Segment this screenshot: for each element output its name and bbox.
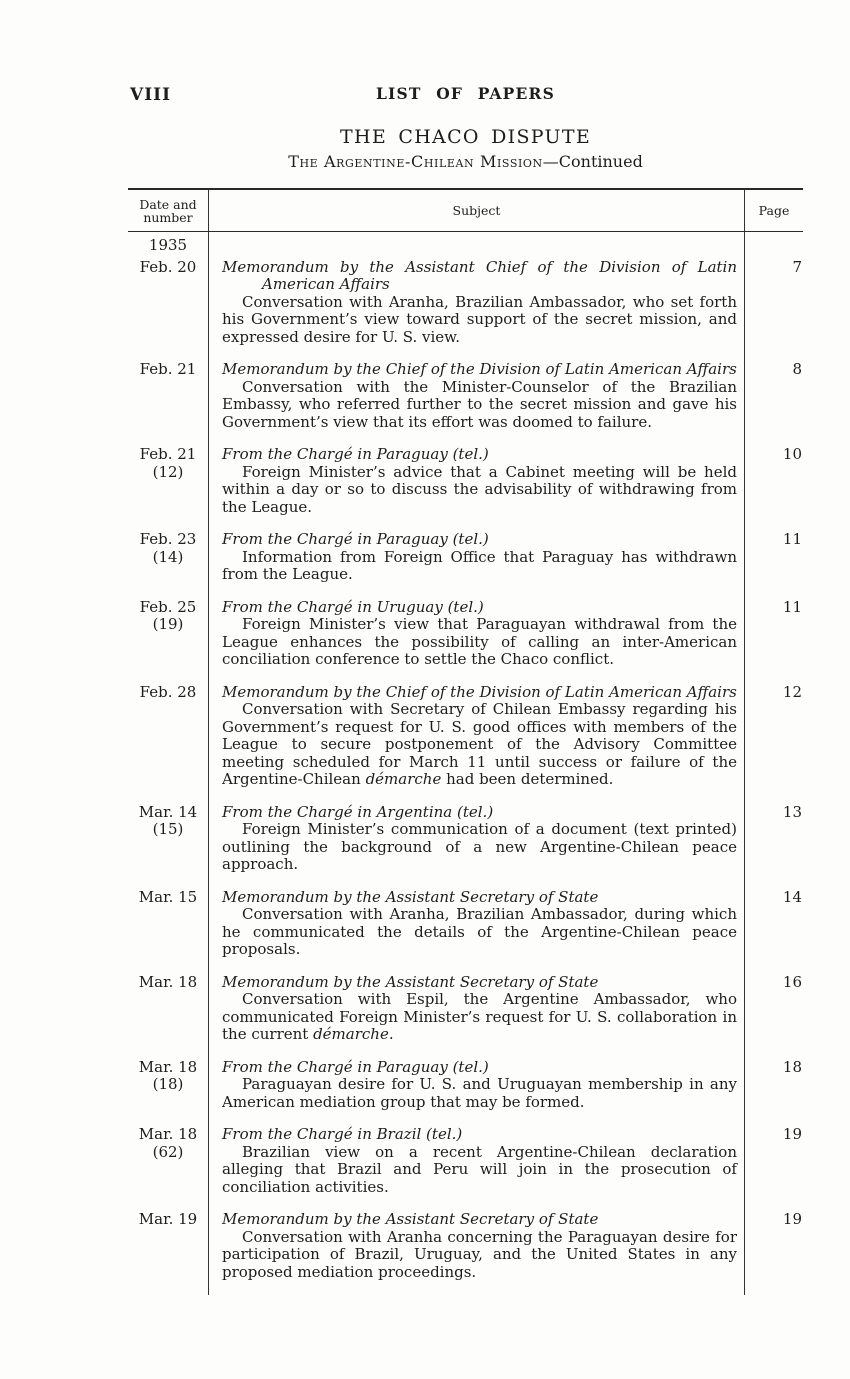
masthead (128, 84, 803, 104)
entry-description (222, 906, 737, 959)
entry-date: Mar. 19 (138, 1210, 198, 1228)
entry-title: From the Chargé in Brazil (tel.) (222, 1125, 463, 1143)
table-row (128, 357, 803, 442)
entry-subject-cell (208, 970, 745, 1055)
entry-title: Memorandum by the Assistant Secretary of State (222, 887, 599, 906)
entry-description (222, 1076, 737, 1111)
table-row (128, 1207, 803, 1295)
entry-date: Mar. 14 (138, 802, 198, 821)
entry-description (222, 379, 737, 432)
table-row (128, 680, 803, 800)
entry-subject-cell (208, 1207, 745, 1295)
entry-number: (12) (152, 462, 184, 481)
entry-title: Memorandum by the Assistant Chief of the Division of Latin American Affairs (222, 257, 737, 293)
entry-date-cell (128, 1207, 208, 1295)
table-row (128, 527, 803, 595)
description-text: Brazilian view on a recent Argentine-Chilean declaration alleging that Brazil and Peru will join in the prosecution of conciliation activities. (222, 1142, 737, 1196)
entry-description (222, 549, 737, 584)
table-row (128, 595, 803, 680)
subtitle-continued: —Continued (542, 152, 643, 171)
table-header-row (128, 190, 803, 232)
entry-page: 18 (782, 1057, 802, 1076)
table-row (128, 970, 803, 1055)
entry-page: 7 (792, 257, 802, 276)
table-row (128, 255, 803, 358)
table-row (128, 800, 803, 885)
entry-description (222, 1229, 737, 1282)
entry-page: 11 (782, 530, 802, 548)
entry-date: Feb. 20 (139, 257, 197, 276)
entry-description (222, 991, 737, 1044)
entry-subject-cell (208, 527, 745, 595)
description-text: Conversation with Secretary of Chilean Embassy regarding his Government’s request for U. S. good offices with members of the League to secure postponement of the Advisory Committee meeting scheduled for March 11 until success or failure of the Argentine-Chilean (222, 700, 737, 788)
description-italic-word: démarche (313, 1025, 389, 1043)
entry-number: (19) (152, 615, 184, 633)
entry-page: 14 (782, 887, 802, 906)
entry-title: Memorandum by the Chief of the Division of Latin American Affairs (222, 360, 737, 378)
entry-page: 11 (782, 597, 802, 616)
entry-date-cell (128, 680, 208, 800)
entry-subject-cell (208, 885, 745, 970)
entry-title: From the Chargé in Paraguay (tel.) (222, 530, 489, 548)
entry-page: 16 (782, 972, 802, 991)
entry-page: 12 (782, 682, 802, 701)
entry-page: 13 (782, 802, 802, 821)
entry-subject-cell (208, 1122, 745, 1207)
year-row (128, 232, 803, 255)
description-text: Foreign Minister’s advice that a Cabinet meeting will be held within a day or so to discuss the advisability of withdrawing from the League. (222, 462, 737, 516)
table-row (128, 442, 803, 527)
entry-date-cell (128, 800, 208, 885)
entry-description (222, 701, 737, 789)
description-text: Conversation with the Minister-Counselor of the Brazilian Embassy, who referred further to the secret mission and gave his Government’s view that its effort was doomed to failure. (222, 377, 737, 431)
text-block (128, 84, 803, 1295)
description-italic-word: démarche (365, 770, 442, 788)
entry-title: Memorandum by the Assistant Secretary of State (222, 972, 599, 991)
entry-date: Feb. 25 (139, 597, 197, 616)
section-title: THE CHACO DISPUTE (340, 126, 591, 148)
running-head: LIST OF PAPERS (375, 84, 556, 103)
entry-date-cell (128, 1122, 208, 1207)
year-row-page-spacer (745, 232, 803, 255)
entry-page: 10 (782, 445, 802, 463)
entry-date-cell (128, 970, 208, 1055)
entry-subject-cell (208, 800, 745, 885)
column-header-subject: Subject (208, 190, 745, 232)
year-label: 1935 (148, 236, 188, 254)
entry-subject-cell (208, 442, 745, 527)
entry-page: 8 (792, 360, 802, 378)
entry-description (222, 616, 737, 669)
description-text-tail: had been determined. (441, 770, 614, 788)
entry-description (222, 821, 737, 874)
entry-title: From the Chargé in Uruguay (tel.) (222, 597, 484, 616)
table-body (128, 232, 803, 1295)
entry-number: (62) (152, 1142, 184, 1161)
entry-date: Feb. 21 (139, 445, 197, 463)
description-text: Conversation with Aranha, Brazilian Ambassador, who set forth his Government’s view toward support of the secret mission, and expressed desire for U. S. view. (222, 292, 737, 346)
entry-description (222, 464, 737, 517)
table-row (128, 1055, 803, 1123)
table-row (128, 1122, 803, 1207)
column-header-page: Page (745, 190, 803, 232)
entry-description (222, 294, 737, 347)
entry-title: From the Chargé in Argentina (tel.) (222, 802, 494, 821)
description-text: Information from Foreign Office that Paraguay has withdrawn from the League. (222, 547, 737, 583)
table-row (128, 885, 803, 970)
entry-page: 19 (782, 1210, 802, 1228)
entry-title: Memorandum by the Assistant Secretary of State (222, 1210, 599, 1228)
entry-date-cell (128, 442, 208, 527)
entry-date: Mar. 15 (138, 887, 198, 906)
subtitle-smallcaps: The Argentine-Chilean Mission (288, 152, 543, 171)
description-text: Paraguayan desire for U. S. and Uruguayan membership in any American mediation group that may be formed. (222, 1075, 737, 1111)
entry-description (222, 1144, 737, 1197)
entry-subject-cell (208, 595, 745, 680)
year-row-spacer (208, 232, 745, 255)
entry-date-cell (128, 885, 208, 970)
entry-date: Feb. 21 (139, 360, 197, 378)
entry-title: From the Chargé in Paraguay (tel.) (222, 445, 489, 463)
entry-page: 19 (782, 1125, 802, 1143)
list-of-papers-table (128, 188, 803, 1295)
entry-subject-cell (208, 357, 745, 442)
entry-number: (18) (152, 1075, 184, 1093)
section-subtitle (128, 152, 803, 171)
entry-number: (14) (152, 547, 184, 566)
entry-date: Feb. 28 (139, 682, 197, 701)
entry-date-cell (128, 1055, 208, 1123)
entry-title: From the Chargé in Paraguay (tel.) (222, 1057, 489, 1076)
entry-number: (15) (152, 820, 184, 838)
entry-date: Mar. 18 (138, 1125, 198, 1143)
description-text: Conversation with Aranha, Brazilian Ambassador, during which he communicated the details of the Argentine-Chilean peace proposals. (222, 905, 737, 958)
entry-date-cell (128, 595, 208, 680)
entry-date-cell (128, 255, 208, 358)
description-text: Conversation with Aranha concerning the Paraguayan desire for participation of Brazil, Uruguay, and the United States in any proposed mediation proceedings. (222, 1227, 737, 1281)
description-text-tail: . (388, 1025, 394, 1043)
entry-subject-cell (208, 680, 745, 800)
entry-date: Mar. 18 (138, 1057, 198, 1076)
description-text: Conversation with Espil, the Argentine Ambassador, who communicated Foreign Minister’s request for U. S. collaboration in the current (222, 990, 737, 1043)
entry-subject-cell (208, 255, 745, 358)
entry-date-cell (128, 357, 208, 442)
description-text: Foreign Minister’s communication of a document (text printed) outlining the background of a new Argentine-Chilean peace approach. (222, 820, 737, 873)
description-text: Foreign Minister’s view that Paraguayan withdrawal from the League enhances the possibility of calling an inter-American conciliation conference to settle the Chaco conflict. (222, 615, 737, 668)
entry-subject-cell (208, 1055, 745, 1123)
entry-date: Mar. 18 (138, 972, 198, 991)
column-header-date: Date and number (128, 190, 208, 232)
entry-date: Feb. 23 (139, 530, 197, 548)
entry-date-cell (128, 527, 208, 595)
page-folio: VIII (130, 85, 172, 105)
entry-title: Memorandum by the Chief of the Division of Latin American Affairs (222, 682, 737, 701)
